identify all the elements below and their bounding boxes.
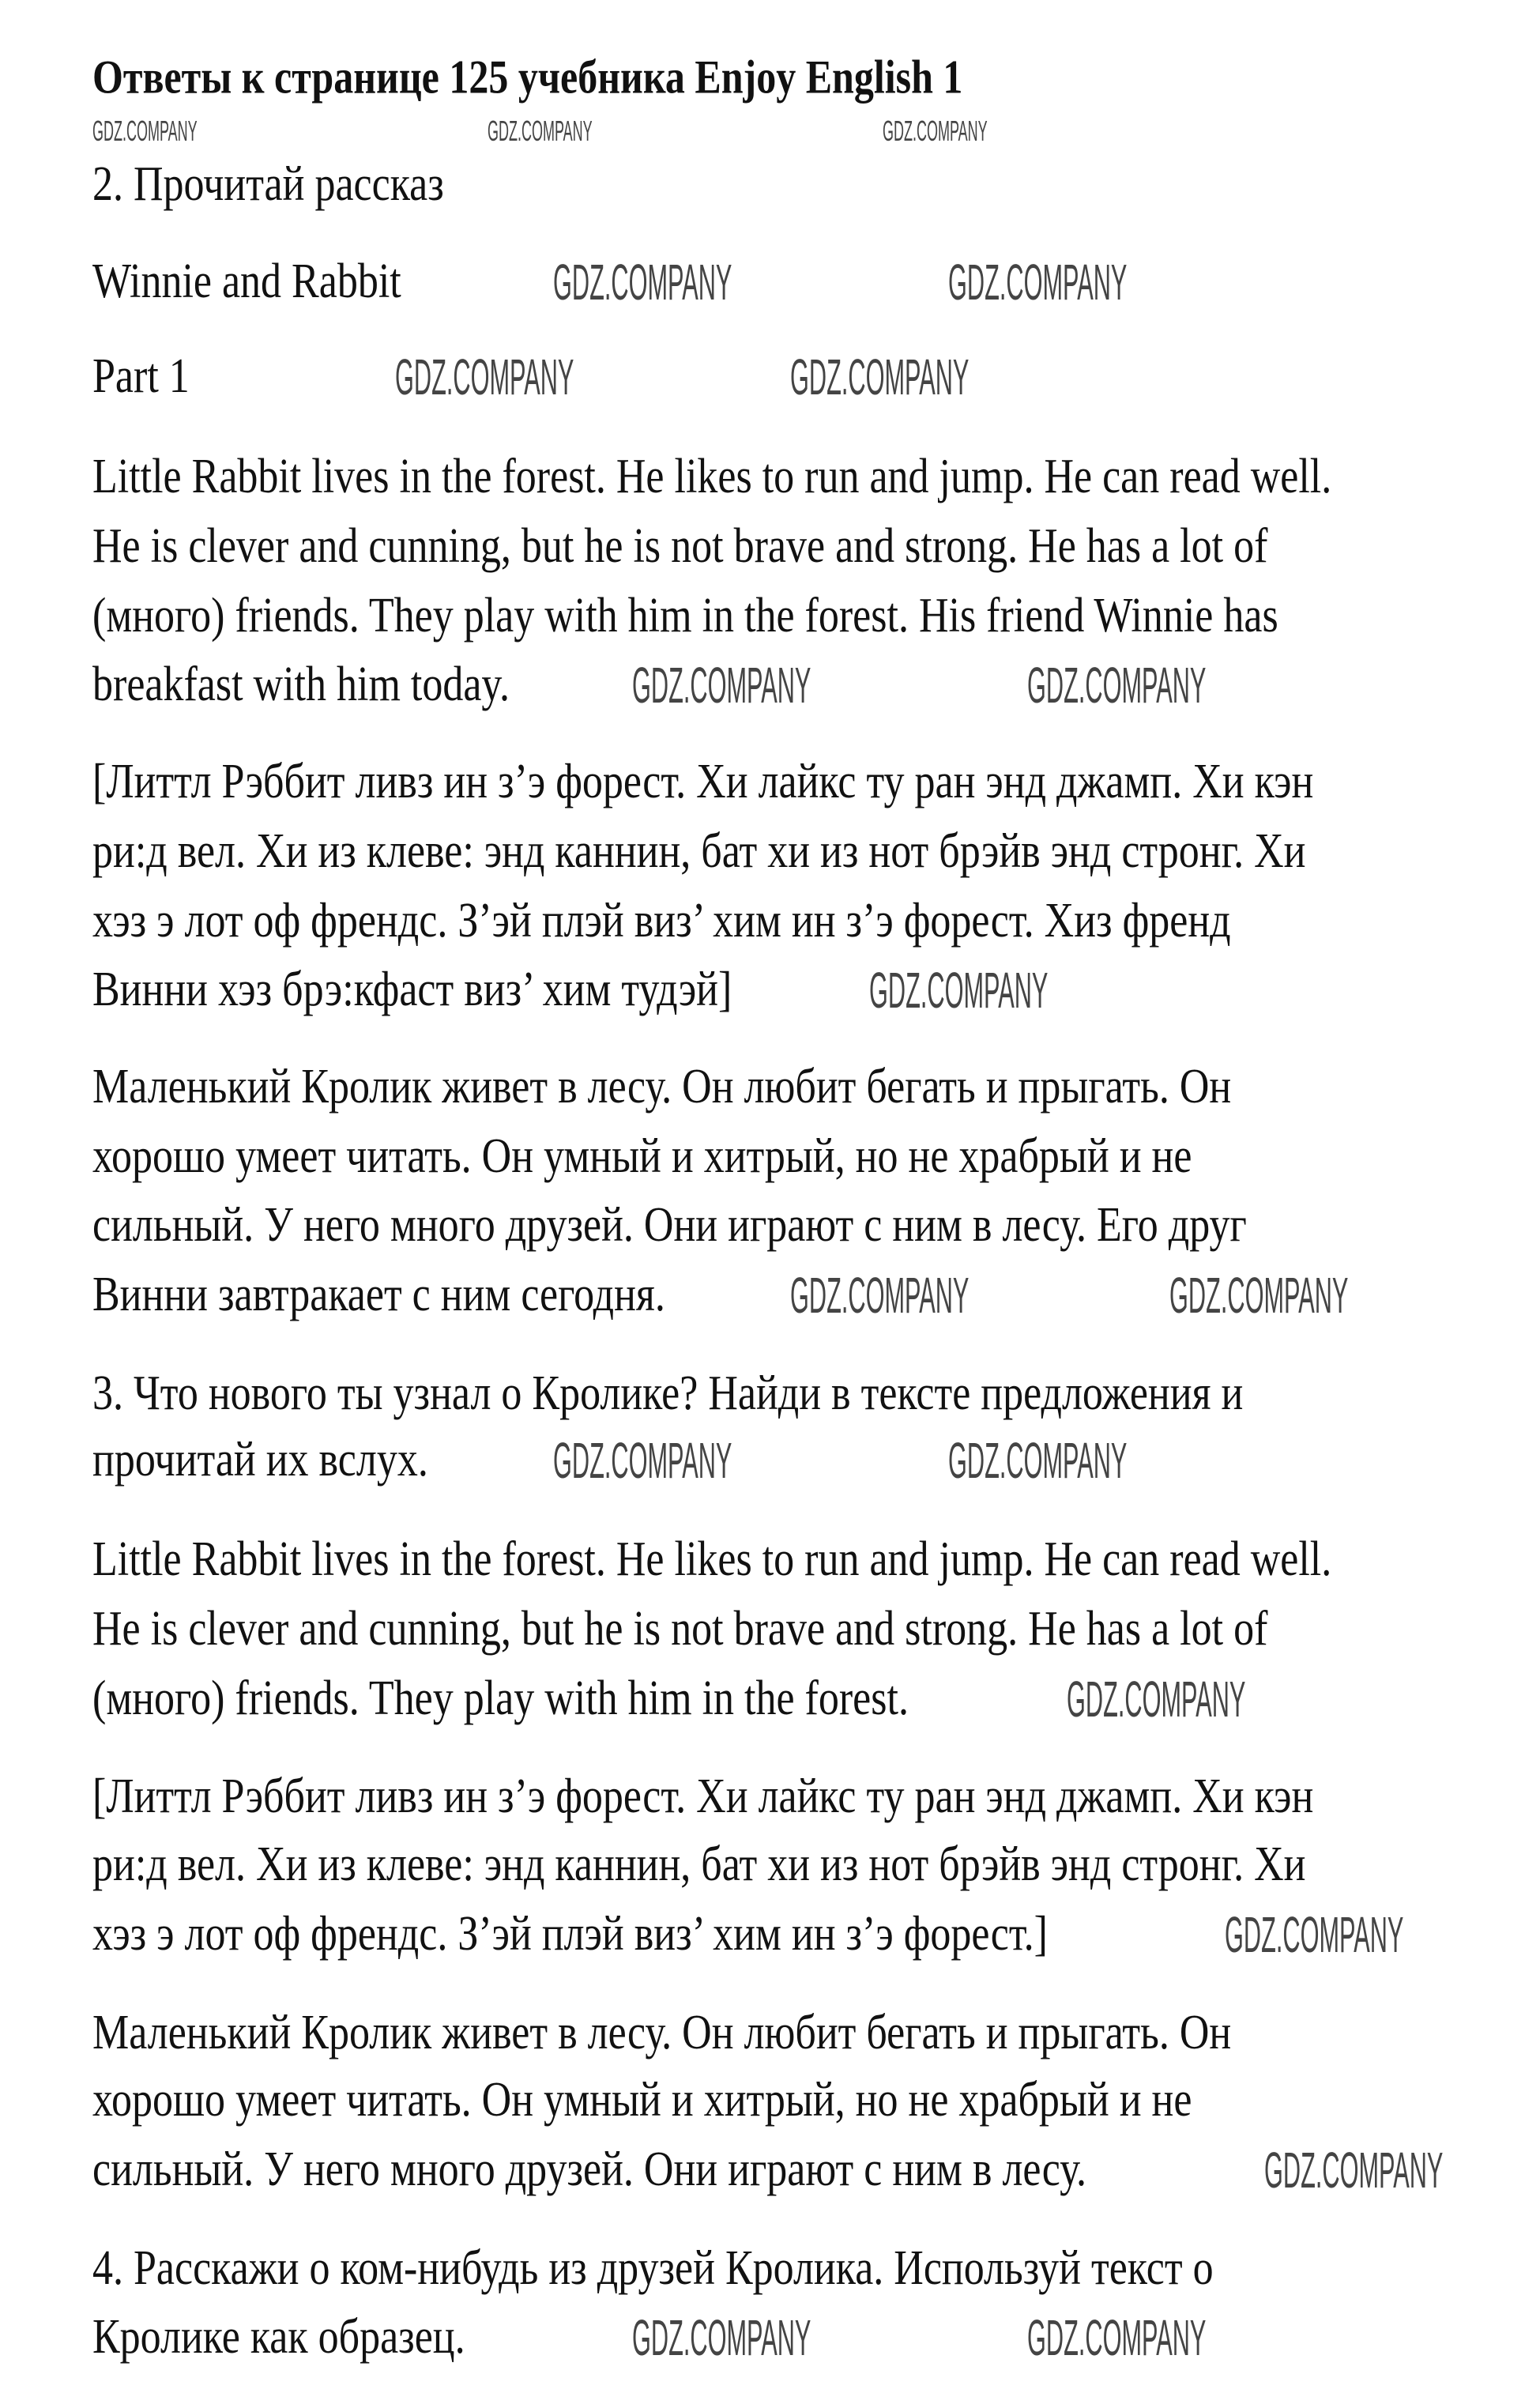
story-en-line: breakfast with him today.	[92, 658, 510, 712]
story-ru-line: сильный. У него много друзей. Они играют с ним в лесу. Его друг	[92, 1198, 1247, 1253]
watermark: GDZ.COMPANY	[632, 2309, 811, 2366]
task-4-heading: 4. Расскажи о ком-нибудь из друзей Кролика. Используй текст о	[92, 2241, 1214, 2296]
watermark: GDZ.COMPANY	[883, 115, 988, 147]
story-part: Part 1	[92, 349, 190, 404]
story-translit-line: ри:д вел. Хи из клеве: энд каннин, бат хи из нот брэйв энд стронг. Хи	[92, 824, 1306, 879]
story-ru-line: Винни завтракает с ним сегодня.	[92, 1268, 665, 1322]
watermark: GDZ.COMPANY	[1027, 2309, 1207, 2366]
task-4-heading: Кролике как образец.	[92, 2310, 465, 2365]
task-3-heading: 3. Что нового ты узнал о Кролике? Найди в тексте предложения и	[92, 1366, 1244, 1421]
answer-3-ru-line: хорошо умеет читать. Он умный и хитрый, но не храбрый и не	[92, 2073, 1192, 2127]
watermark: GDZ.COMPANY	[553, 1432, 732, 1489]
answer-3-ru-line: сильный. У него много друзей. Они играют с ним в лесу.	[92, 2142, 1086, 2197]
watermark: GDZ.COMPANY	[92, 115, 198, 147]
story-title: Winnie and Rabbit	[92, 254, 401, 309]
watermark: GDZ.COMPANY	[632, 657, 811, 714]
page-title: Ответы к странице 125 учебника Enjoy English 1	[92, 50, 963, 104]
watermark: GDZ.COMPANY	[790, 349, 970, 405]
story-translit-line: Винни хэз брэ:кфаст виз’ хим тудэй]	[92, 963, 732, 1017]
watermark: GDZ.COMPANY	[1067, 1671, 1246, 1728]
answer-3-en-line: Little Rabbit lives in the forest. He likes to run and jump. He can read well.	[92, 1532, 1332, 1587]
watermark: GDZ.COMPANY	[790, 1267, 970, 1324]
watermark: GDZ.COMPANY	[1027, 657, 1207, 714]
watermark: GDZ.COMPANY	[869, 962, 1049, 1019]
watermark: GDZ.COMPANY	[948, 254, 1128, 311]
answer-3-ru-line: Маленький Кролик живет в лесу. Он любит бегать и прыгать. Он	[92, 2006, 1232, 2060]
watermark: GDZ.COMPANY	[1169, 1267, 1349, 1324]
task-2-heading: 2. Прочитай рассказ	[92, 157, 444, 212]
watermark: GDZ.COMPANY	[395, 349, 574, 405]
answer-3-translit-line: хэз э лот оф френдс. З’эй плэй виз’ хим ин з’э форест.]	[92, 1907, 1048, 1961]
watermark: GDZ.COMPANY	[488, 115, 593, 147]
story-en-line: He is clever and cunning, but he is not brave and strong. He has a lot of	[92, 519, 1268, 574]
story-ru-line: Маленький Кролик живет в лесу. Он любит бегать и прыгать. Он	[92, 1060, 1232, 1114]
task-3-heading: прочитай их вслух.	[92, 1433, 428, 1487]
story-ru-line: хорошо умеет читать. Он умный и хитрый, но не храбрый и не	[92, 1129, 1192, 1184]
answer-3-en-line: He is clever and cunning, but he is not brave and strong. He has a lot of	[92, 1602, 1268, 1656]
watermark: GDZ.COMPANY	[553, 254, 732, 311]
story-en-line: (много) friends. They play with him in the forest. His friend Winnie has	[92, 589, 1278, 643]
answer-3-translit-line: ри:д вел. Хи из клеве: энд каннин, бат хи из нот брэйв энд стронг. Хи	[92, 1837, 1306, 1892]
watermark: GDZ.COMPANY	[1225, 1906, 1404, 1963]
answer-3-translit-line: [Литтл Рэббит ливз ин з’э форест. Хи лайкс ту ран энд джамп. Хи кэн	[92, 1769, 1314, 1824]
watermark: GDZ.COMPANY	[948, 1432, 1128, 1489]
story-translit-line: хэз э лот оф френдс. З’эй плэй виз’ хим ин з’э форест. Хиз френд	[92, 894, 1231, 948]
answer-3-en-line: (много) friends. They play with him in the forest.	[92, 1671, 909, 1726]
story-translit-line: [Литтл Рэббит ливз ин з’э форест. Хи лайкс ту ран энд джамп. Хи кэн	[92, 755, 1314, 809]
watermark: GDZ.COMPANY	[1264, 2142, 1444, 2199]
story-en-line: Little Rabbit lives in the forest. He likes to run and jump. He can read well.	[92, 450, 1332, 504]
